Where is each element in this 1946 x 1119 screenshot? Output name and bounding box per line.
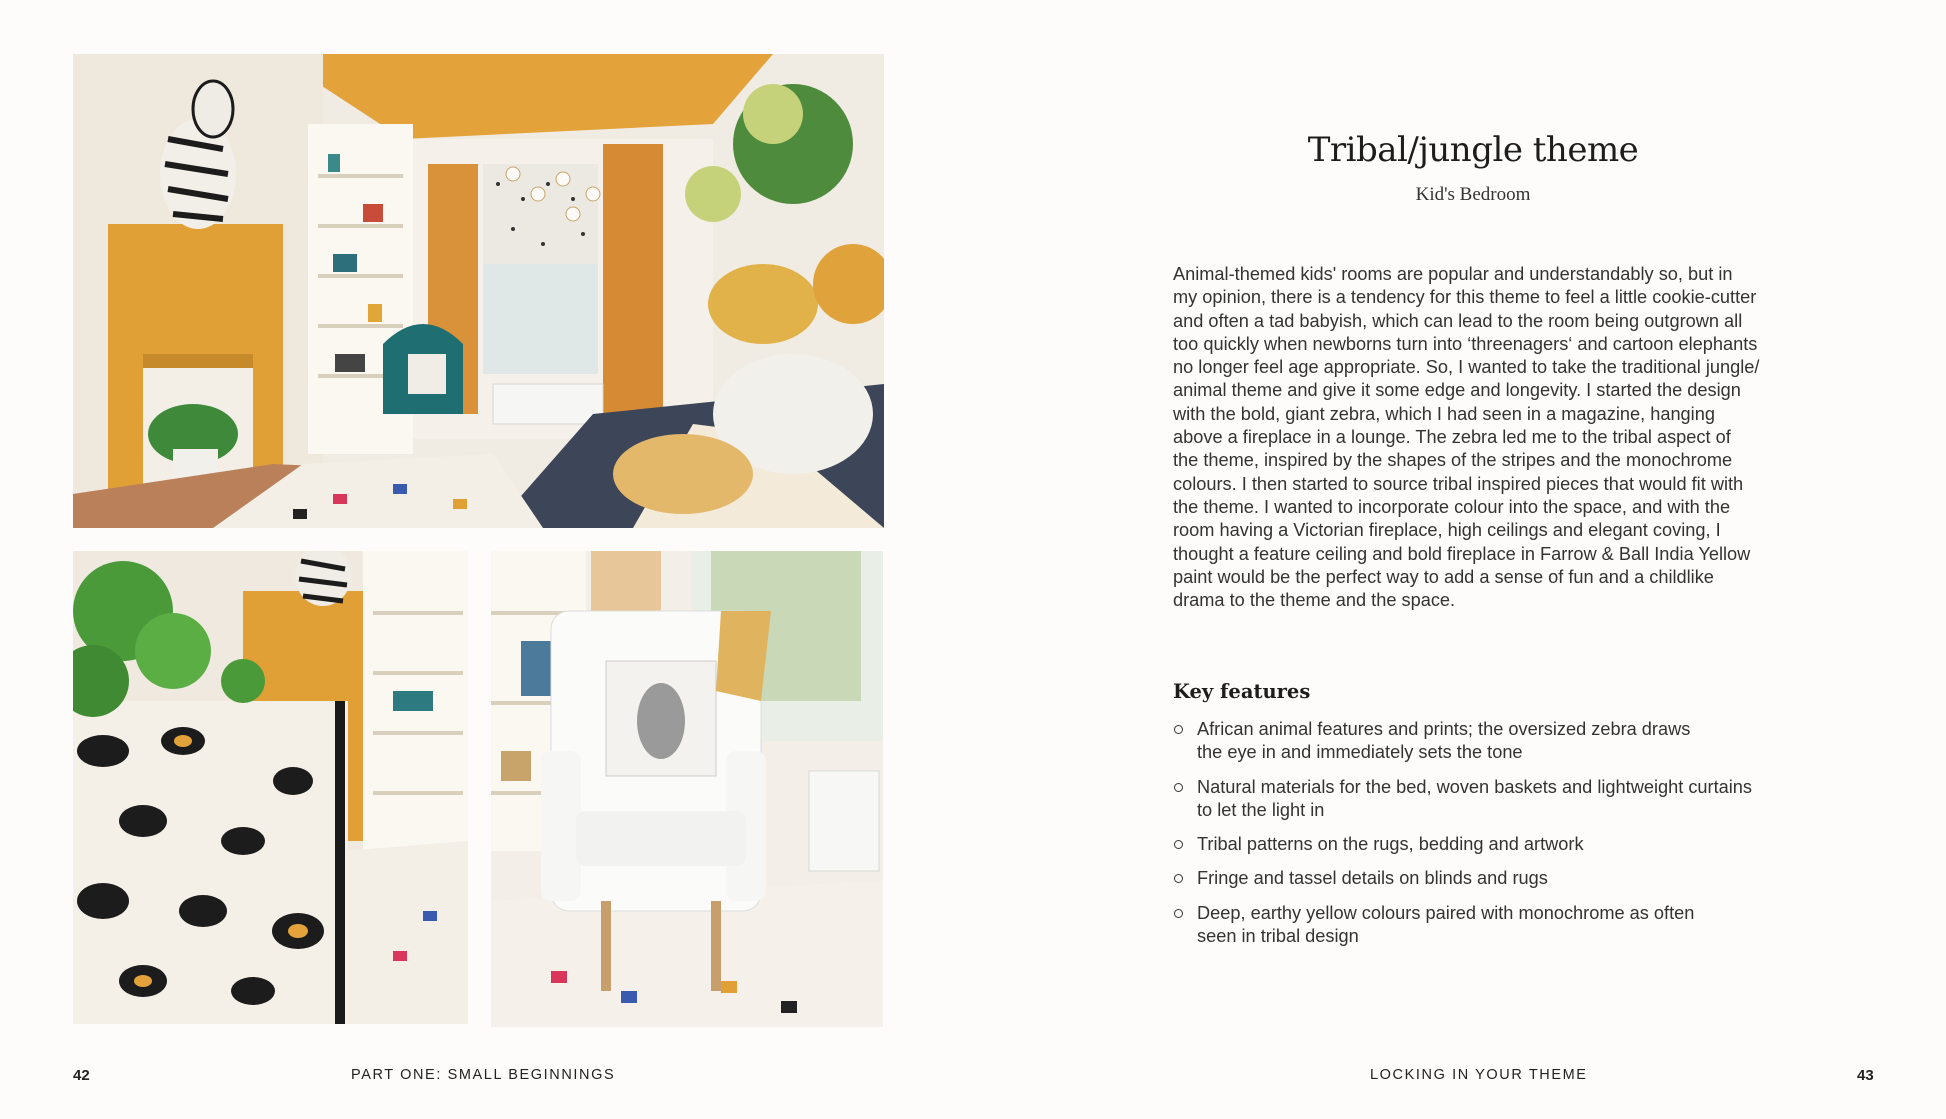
body-paragraph: Animal-themed kids' rooms are popular and understandably so, but in my opinion, there is a tendency for this theme to feel a little cookie-cutter and often a tad babyish, which can lead to the room being outgrown all too quickly when newborns turn into ‘threenagers‘ and cartoon elephants no longer feel age appropriate. So, I wanted to take the traditional jungle/ animal theme and give it some edge and longevity. I started the design with the bold, giant zebra, which I had seen in a magazine, hanging above a fireplace in a lounge. The zebra led me to the tribal aspect of the theme, inspired by the shapes of the stripes and the monochrome colours. I then started to source tribal inspired pieces that would fit with the theme. I wanted to incorporate colour into the space, and with the room having a Victorian fireplace, high ceilings and elegant coving, I thought a feature ceiling and bold fireplace in Farrow & Ball India Yellow paint would be the perfect way to add a sense of fun and a childlike drama to the theme and the space. [1173, 264, 1760, 611]
list-item [1173, 902, 1793, 949]
bullet-icon [1174, 725, 1183, 734]
page-title: Tribal/jungle theme [1307, 130, 1639, 170]
list-item [1173, 776, 1793, 823]
right-page-number: 43 [1857, 1067, 1874, 1084]
list-item-text: Natural materials for the bed, woven baskets and lightweight curtains to let the light in [1197, 776, 1753, 820]
key-features-list [1173, 718, 1793, 959]
list-item [1173, 833, 1793, 856]
left-running-head: PART ONE: SMALL BEGINNINGS [351, 1067, 616, 1083]
bullet-icon [1174, 874, 1183, 883]
bullet-icon [1174, 909, 1183, 918]
left-page-number: 42 [73, 1067, 90, 1084]
list-item-text: Fringe and tassel details on blinds and rugs [1197, 868, 1548, 889]
bullet-icon [1174, 783, 1183, 792]
key-features-heading: Key features [1173, 680, 1311, 703]
list-item [1173, 867, 1793, 890]
list-item-text: Deep, earthy yellow colours paired with monochrome as often seen in tribal design [1197, 902, 1695, 947]
leopard-print-detail-photo [73, 551, 468, 1024]
list-item [1173, 718, 1793, 765]
right-running-head: LOCKING IN YOUR THEME [1370, 1067, 1588, 1083]
list-item-text: African animal features and prints; the oversized zebra draws the eye in and immediately sets the tone [1197, 719, 1691, 763]
bullet-icon [1174, 840, 1183, 849]
list-item-text: Tribal patterns on the rugs, bedding and artwork [1197, 834, 1584, 855]
rocking-chair-photo [491, 551, 883, 1027]
page-subtitle: Kid's Bedroom [1415, 184, 1531, 205]
bedroom-main-photo [73, 54, 884, 528]
